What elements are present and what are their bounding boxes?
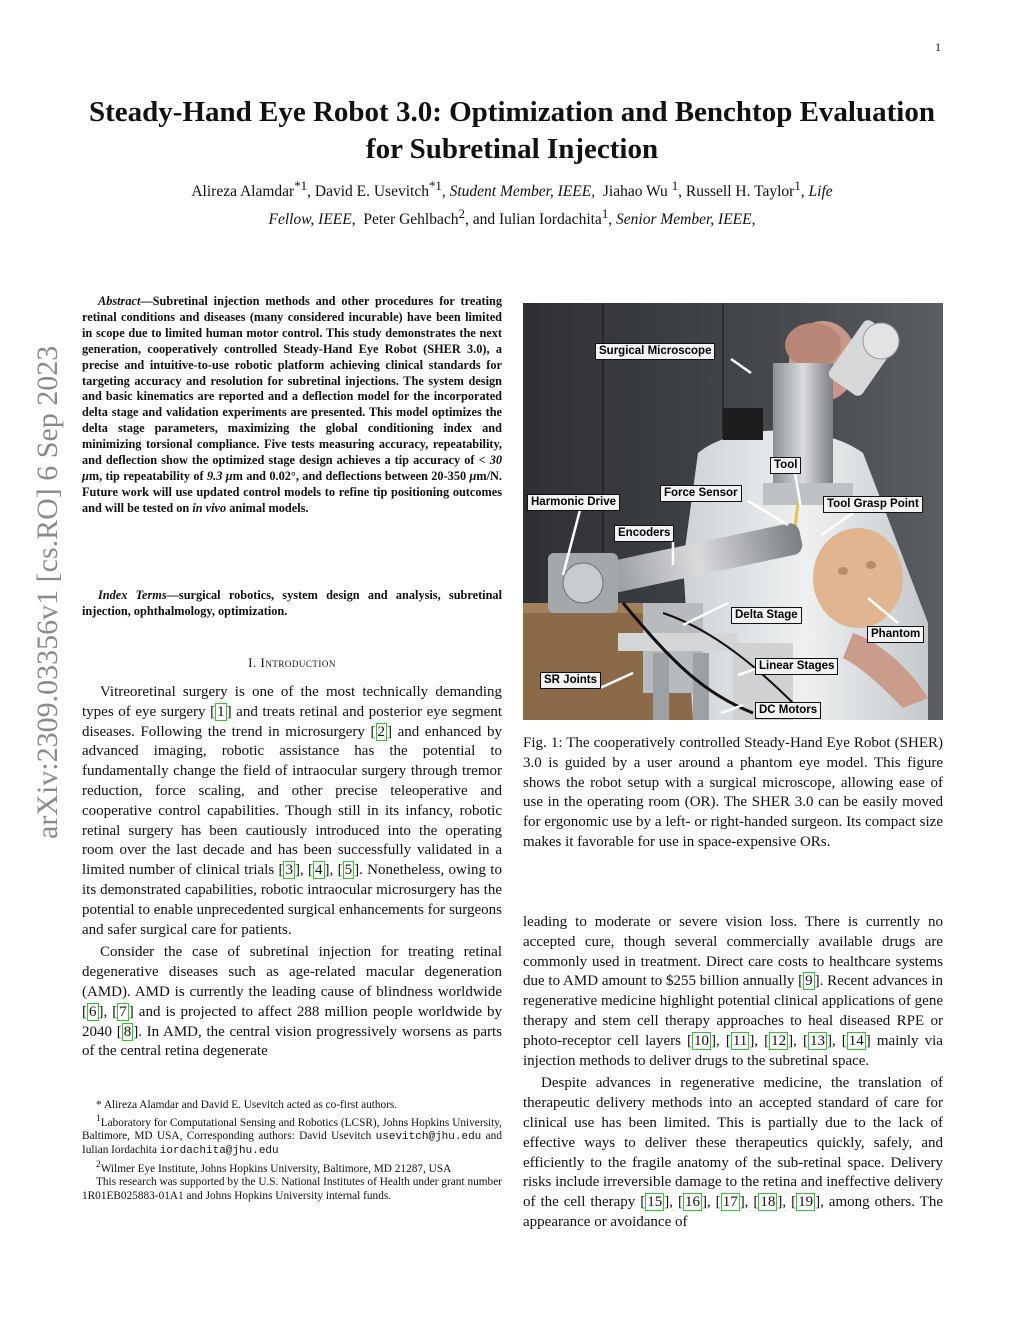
author-affiliation-mark: 1 bbox=[601, 206, 609, 222]
footnotes bbox=[82, 1099, 502, 1203]
citation-link[interactable]: 2 bbox=[377, 723, 385, 740]
paragraph: Despite advances in regenerative medicine, the translation of therapeutic delivery methods into an accepted standard of care for clinical use has been limited. This is partially due to the lack of effective ways to deliver these therapeutics quickly, safely, and efficiently to the fragile anatomy of the sub-retinal space. Delivery risks include irreversible damage to the retina and ineffective delivery of the cell therapy [ 15 ], [ 16 ], [ 17 ], [ 18 ], [ 19 ], among others. The appearance or avoidance of bbox=[523, 1075, 943, 1230]
author-role: Student Member, IEEE, bbox=[449, 183, 596, 201]
author-name: David E. Usevitch bbox=[314, 183, 429, 201]
author-affiliation-mark: 2 bbox=[458, 206, 465, 222]
author-role: Senior Member, IEEE, bbox=[616, 211, 756, 229]
author-name: Alireza Alamdar bbox=[191, 183, 295, 201]
label-encoders: Encoders bbox=[614, 525, 674, 542]
email-link[interactable]: iordachita@jhu.edu bbox=[159, 1145, 279, 1158]
citation-link[interactable]: 13 bbox=[809, 1032, 825, 1049]
paper-title bbox=[60, 94, 964, 168]
label-surgical-microscope: Surgical Microscope bbox=[595, 343, 715, 360]
section-title: Introduction bbox=[260, 655, 336, 670]
citation-link[interactable]: 5 bbox=[344, 862, 353, 879]
abstract-math: μ bbox=[469, 468, 477, 483]
email-link[interactable]: usevitch@jhu.edu bbox=[375, 1130, 482, 1143]
footnote: $^1$Laboratory for Computational Sensing and Robotics (LCSR), Johns Hopkins University, Baltimore, MD USA, Corresponding authors: David Usevitch usevitch@jhu.edu and Iulian Iordachita iordachita@jhu.edu bbox=[82, 1113, 502, 1158]
label-sr-joints: SR Joints bbox=[540, 672, 601, 689]
abstract-label: Abstract bbox=[98, 294, 141, 308]
citation-link[interactable]: 7 bbox=[119, 1003, 127, 1020]
label-dc-motors: DC Motors bbox=[755, 702, 821, 719]
citation-link[interactable]: 4 bbox=[315, 862, 323, 879]
citation-link[interactable]: 17 bbox=[722, 1194, 738, 1211]
author-name: Peter Gehlbach bbox=[363, 211, 459, 229]
author-role: Fellow, IEEE, bbox=[268, 211, 356, 229]
author-affiliation-mark: *1 bbox=[294, 178, 308, 193]
page-number: 1 bbox=[935, 40, 941, 54]
citation-link[interactable]: 12 bbox=[771, 1032, 787, 1049]
label-force-sensor: Force Sensor bbox=[660, 485, 742, 502]
title-line-2: for Subretinal Injection bbox=[365, 133, 659, 165]
section-number: I. bbox=[248, 655, 257, 670]
citation-link[interactable]: 3 bbox=[285, 862, 293, 879]
author-name: Russell H. Taylor bbox=[685, 183, 795, 201]
abstract-text: m/N. Future work will use updated control models to refine tip positioning outcomes and will be tested on bbox=[82, 468, 502, 515]
figure-robot-photo bbox=[523, 303, 943, 720]
footnote: $^2$Wilmer Eye Institute, Johns Hopkins University, Baltimore, MD 21287, USA bbox=[96, 1159, 452, 1175]
author-affiliation-mark: 1 bbox=[794, 178, 801, 193]
citation-link[interactable]: 1 bbox=[217, 703, 225, 720]
index-terms bbox=[82, 588, 502, 620]
author-affiliation-mark: *1 bbox=[428, 178, 442, 193]
label-harmonic-drive: Harmonic Drive bbox=[527, 494, 620, 511]
abstract-text: m, tip repeatability of bbox=[88, 468, 207, 483]
right-column-body bbox=[523, 913, 943, 1233]
author-role: Life bbox=[808, 183, 833, 201]
arxiv-watermark: arXiv:2309.03356v1 [cs.RO] 6 Sep 2023 bbox=[31, 345, 64, 839]
abstract-math: < 30 μ bbox=[82, 453, 502, 483]
citation-link[interactable]: 11 bbox=[732, 1032, 748, 1049]
citation-link[interactable]: 6 bbox=[89, 1003, 97, 1020]
label-phantom: Phantom bbox=[867, 626, 924, 643]
label-tool-grasp-point: Tool Grasp Point bbox=[823, 496, 923, 513]
abstract bbox=[82, 294, 502, 517]
author-list: Alireza Alamdar$^{*1}$, David E. Usevitch$^{*1}$, Student Member, IEEE, Jiahao Wu $^1$, Russell H. Taylor$^1$, Life Fellow, IEEE, Peter Gehlbach$^2$, and Iulian Iordachita$^1$, Senior Member, IEEE, bbox=[191, 178, 833, 229]
paragraph: leading to moderate or severe vision loss. There is currently no accepted cure, though several commercially available drugs are commonly used in treatment. Direct care costs to healthcare systems due to AMD amount to $255 billion annually [ 9 ]. Recent advances in regenerative medicine highlight potential clinical applications of gene therapy and stem cell therapy approaches to heal diseased RPE or photo-receptor cell layers [ 10 ], [ 11 ], [ 12 ], [ 13 ], [ 14 ] mainly via injection methods to deliver drugs to the subretinal space. bbox=[523, 914, 944, 1069]
citation-link[interactable]: 19 bbox=[798, 1194, 814, 1211]
paragraph: Vitreoretinal surgery is one of the most technically demanding types of eye surgery [ 1 ] and treats retinal and posterior eye segment diseases. Following the trend in microsurgery [ 2 ] and enhanced by advanced imaging, robotic assistance has the potential to fundamentally change the field of intraocular surgery through tremor reduction, force scaling, and other precise teleoperative and cooperative control capabilities. Though still in its infancy, robotic retinal surgery has been cautiously introduced into the operating room over the last decade and has been successfully validated in a limited number of clinical trials [ 3 ], [ 4 ], [ 5 ]. Nonetheless, owing to its demonstrated capabilities, robotic intraocular microsurgery has the potential to enable unprecedented surgical enhancements for surgeons and safer surgical care for patients. bbox=[82, 684, 502, 938]
paragraph: Consider the case of subretinal injection for treating retinal degenerative diseases such as age-related macular degeneration (AMD). AMD is currently the leading cause of blindness worldwide [ 6 ], [ 7 ] and is projected to affect 288 million people worldwide by 2040 [ 8 ]. In AMD, the central vision progressively worsens as parts of the central retina degenerate bbox=[82, 944, 503, 1060]
title-line-1: Steady-Hand Eye Robot 3.0: Optimization and Benchtop Evaluation bbox=[89, 96, 935, 128]
author-affiliation-mark: 1 bbox=[671, 178, 679, 193]
footnote: * Alireza Alamdar and David E. Usevitch acted as co-first authors. bbox=[96, 1099, 398, 1111]
citation-link[interactable]: 15 bbox=[647, 1194, 663, 1211]
label-tool: Tool bbox=[770, 457, 801, 474]
citation-link[interactable]: 18 bbox=[760, 1194, 776, 1211]
label-linear-stages: Linear Stages bbox=[755, 658, 838, 675]
citation-link[interactable]: 16 bbox=[684, 1194, 700, 1211]
citation-link[interactable]: 9 bbox=[805, 973, 813, 990]
abstract-text: animal models. bbox=[226, 500, 309, 515]
abstract-text: m and 0.02°, and deflections between 20-350 bbox=[232, 468, 470, 483]
abstract-math: 9.3 μ bbox=[206, 468, 233, 483]
footnote: This research was supported by the U.S. National Institutes of Health under grant number 1R01EB025883-01A1 and Johns Hopkins University internal funds. bbox=[82, 1176, 502, 1202]
citation-link[interactable]: 8 bbox=[123, 1023, 132, 1040]
author-name: Iulian Iordachita bbox=[498, 211, 602, 229]
citation-link[interactable]: 10 bbox=[694, 1032, 710, 1049]
figure-caption: Fig. 1: The cooperatively controlled Steady-Hand Eye Robot (SHER) 3.0 is guided by a user around a phantom eye model. This figure shows the robot setup with a surgical microscope, allowing ease of use in the operating room (OR). The SHER 3.0 can be easily moved for ergonomic use by a left- or right-handed surgeon. Its compact size makes it favorable for use in space-expensive ORs. bbox=[523, 735, 943, 850]
index-terms-label: Index Terms bbox=[98, 588, 167, 602]
index-terms-text: —surgical robotics, system design and analysis, subretinal injection, ophthalmology, optimization. bbox=[82, 588, 502, 618]
citation-link[interactable]: 14 bbox=[848, 1032, 864, 1049]
author-name: Jiahao Wu bbox=[602, 183, 668, 201]
introduction-body bbox=[82, 683, 502, 1062]
label-delta-stage: Delta Stage bbox=[731, 607, 802, 624]
abstract-text: —Subretinal injection methods and other procedures for treating retinal conditions and diseases (many considered incurable) have been limited in scope due to limited human motor control. This study demonstrates the next generation, cooperatively controlled Steady-Hand Eye Robot (SHER 3.0), a precise and intuitive-to-use robotic platform achieving clinical standards for targeting accuracy and resolution for subretinal injections. The system design and basic kinematics are reported and a deflection model for the incorporated delta stage and validation experiments are presented. This model optimizes the delta stage parameters, maximizing the global conditioning index and minimizing torsional compliance. Five tests measuring accuracy, repeatability, and deflection show the optimized stage design achieves a tip accuracy of bbox=[82, 294, 502, 468]
section-heading-introduction bbox=[82, 655, 502, 671]
abstract-in-vivo: in vivo bbox=[192, 500, 227, 515]
